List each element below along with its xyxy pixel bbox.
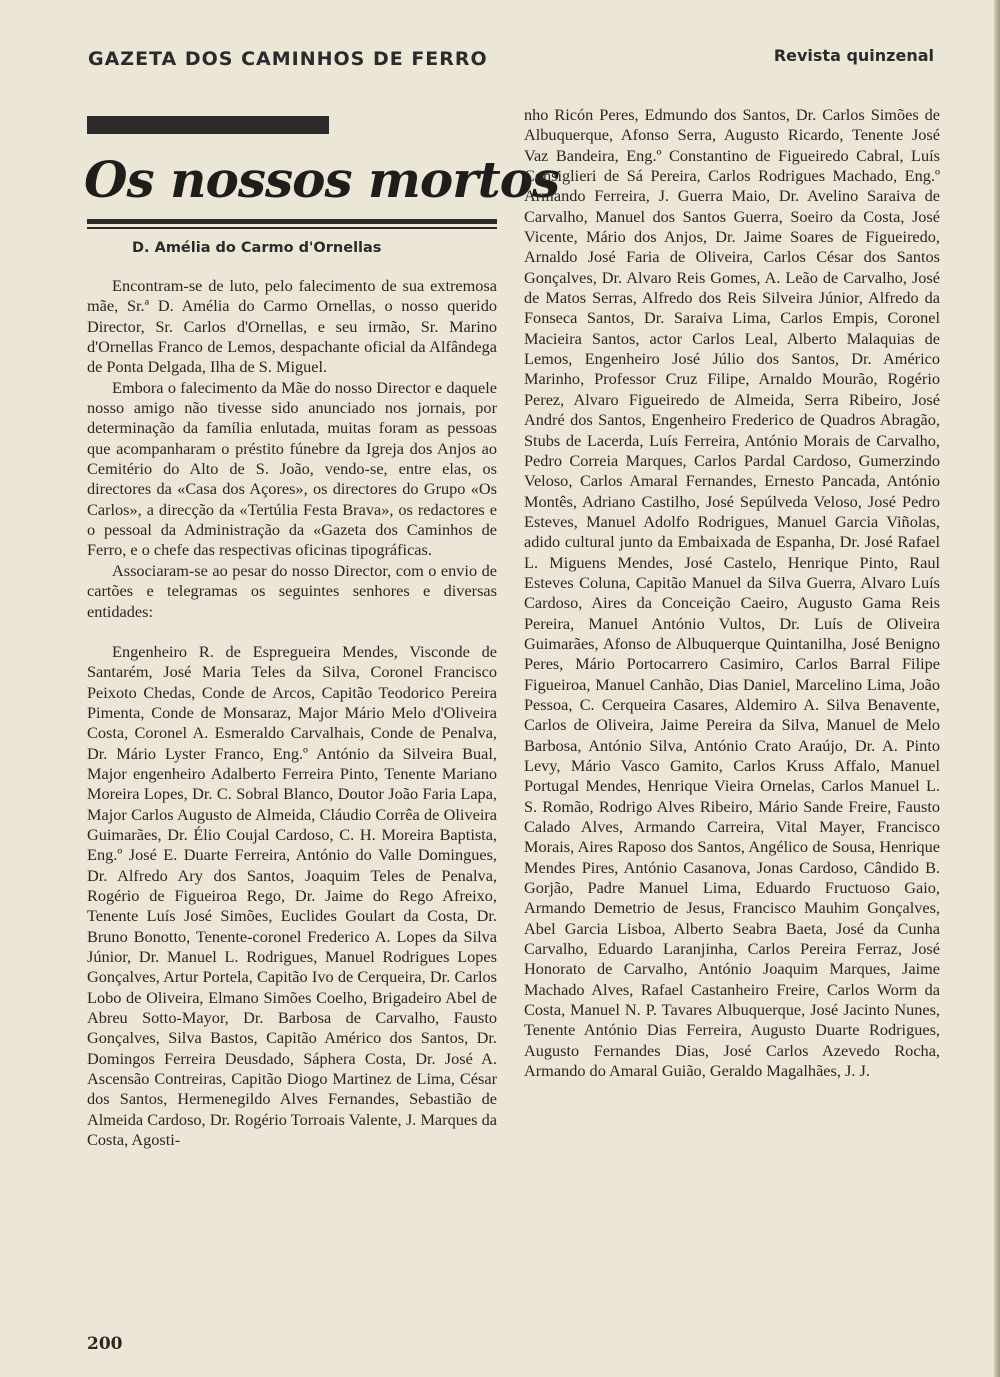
article-title: Os nossos mortos bbox=[84, 150, 560, 209]
publication-title: GAZETA DOS CAMINHOS DE FERRO bbox=[88, 48, 488, 70]
paragraph-gap bbox=[87, 622, 497, 642]
paragraph: Associaram-se ao pesar do nosso Director, com o envio de cartões e telegramas os seguintes senhores e diversas entidades: bbox=[87, 560, 497, 621]
title-rule-thin bbox=[87, 227, 497, 229]
page-number: 200 bbox=[87, 1334, 123, 1354]
title-rule-thick bbox=[87, 219, 497, 224]
page-edge bbox=[994, 0, 1000, 1377]
article-subtitle: D. Amélia do Carmo d'Ornellas bbox=[132, 240, 382, 256]
title-bar-decoration bbox=[87, 116, 329, 134]
names-list-right: nho Ricón Peres, Edmundo dos Santos, Dr. Carlos Simões de Albuquerque, Afonso Serra, Augusto Ricardo, Tenente José Vaz Bandeira, Eng.º Constantino de Figueiredo Cabral, Luís Consiglieri de Sá Pereira, Carlos Rodrigues Machado, Eng.º Armando Ferreira, J. Guerra Maio, Dr. Avelino Saraiva de Carvalho, Manuel dos Santos Guerra, Soeiro da Costa, José Vicente, Mário dos Anjos, Dr. Jaime Soares de Figueiredo, Arnaldo José Faria de Oliveira, Carlos César dos Santos Gonçalves, Dr. Alvaro Reis Gomes, A. Leão de Carvalho, José de Matos Serras, Alfredo dos Reis Silveira Júnior, Alfredo da Fonseca Santos, Dr. Saraiva Lima, Carlos Empis, Coronel Macieira Santos, actor Carlos Leal, Alberto Malaquias de Lemos, Engenheiro José Júlio dos Santos, Dr. Américo Marinho, Professor Cruz Filipe, Arnaldo Mourão, Rogério Perez, Alvaro Figueiredo de Almeida, Serra Ribeiro, José André dos Santos, Engenheiro Frederico de Quadros Abragão, Stubs de Lacerda, Luís Ferreira, António Morais de Carvalho, Pedro Correia Marques, Carlos Pardal Cardoso, Gumerzindo Veloso, Carlos Amaral Fernandes, Ernesto Pancada, António Montês, Adriano Castilho, José Sepúlveda Veloso, José Pedro Esteves, Manuel Adolfo Rodrigues, Manuel Garcia Viñolas, adido cultural junto da Embaixada de Espanha, Dr. José Rafael L. Miguens Mendes, José Castelo, Henrique Pinto, Raul Esteves Coluna, Capitão Manuel da Silva Guerra, Alvaro Luís Cardoso, Aires da Conceição Caeiro, Augusto Gama Reis Pereira, Manuel António Vultos, Dr. Luís de Oliveira Guimarães, Afonso de Albuquerque Quintanilha, José Benigno Peres, Mário Portocarrero Casimiro, Carlos Barral Filipe Figueiroa, Manuel Canhão, Dias Daniel, Marcelino Lima, João Pessoa, C. Cerqueira Casares, Aldemiro A. Silva Benavente, Carlos de Oliveira, Jaime Pereira da Silva, Manuel de Melo Barbosa, António Silva, António Crato Araújo, Dr. A. Pinto Levy, Mário Vasco Gamito, Carlos Kruss Affalo, Manuel Portugal Mendes, Henrique Vieira Ornelas, Carlos Manuel L. S. Romão, Rodrigo Alves Ribeiro, Mário Sande Freire, Fausto Calado Alves, Armando Carreira, Vital Mayer, Francisco Morais, Aires Raposo dos Santos, Angélico de Sousa, Henrique Mendes Pires, António Casanova, Jonas Cardoso, Cândido B. Gorjão, Padre Manuel Lima, Eduardo Fructuoso Gaio, Armando Demetrio de Jesus, Francisco Mauhim Gonçalves, Abel Garcia Lisboa, Alberto Seabra Baeta, José da Cunha Carvalho, Eduardo Laranjinha, Carlos Pereira Ferraz, José Honorato de Carvalho, António Joaquim Marques, Jaime Machado Alves, Rafael Castanheiro Freire, Carlos Worm da Costa, Manuel N. P. Tavares Albuquerque, José Jacinto Nunes, Tenente António Dias Ferreira, Augusto Duarte Rodrigues, Augusto Fernandes Dias, José Carlos Azevedo Rocha, Armando do Amaral Guião, Geraldo Magalhães, J. J. bbox=[524, 105, 940, 1081]
column-right bbox=[524, 105, 940, 1305]
publication-frequency: Revista quinzenal bbox=[773, 46, 934, 65]
names-list-left: Engenheiro R. de Espregueira Mendes, Visconde de Santarém, José Maria Teles da Silva, Coronel Francisco Peixoto Chedas, Conde de Arcos, Capitão Teodorico Pereira Pimenta, Conde de Monsaraz, Major Mário Melo d'Oliveira Costa, Coronel A. Esmeraldo Carvalhais, Conde de Penalva, Dr. Mário Lyster Franco, Eng.º António da Silveira Bual, Major engenheiro Adalberto Ferreira Pinto, Tenente Mariano Moreira Lopes, Dr. C. Sobral Blanco, Doutor João Faria Lapa, Major Carlos Augusto de Almeida, Cláudio Corrêa de Oliveira Guimarães, Dr. Élio Coujal Cardoso, C. H. Moreira Baptista, Eng.º José E. Duarte Ferreira, António do Valle Domingues, Dr. Alfredo Ary dos Santos, Joaquim Teles de Penalva, Rogério de Figueiroa Rego, Dr. Jaime do Rego Afreixo, Tenente Luís José Simões, Euclides Goulart da Costa, Dr. Bruno Bonotto, Tenente-coronel Frederico A. Lopes da Silva Júnior, Dr. Manuel L. Rodrigues, Manuel Rodrigues Lopes Gonçalves, Artur Portela, Capitão Ivo de Cerqueira, Dr. Carlos Lobo de Oliveira, Elmano Simões Coelho, Brigadeiro Abel de Abreu Sotto-Mayor, Dr. Barbosa de Carvalho, Fausto Gonçalves, Silva Bastos, Capitão Américo dos Santos, Dr. Domingos Ferreira Deusdado, Sáphera Costa, Dr. José A. Ascensão Contreiras, Capitão Diogo Martinez de Lima, César dos Santos, Hermenegildo Alves Fernandes, Sebastião de Almeida Cardoso, Dr. Rogério Torroais Valente, J. Marques da Costa, Agosti- bbox=[87, 641, 497, 1150]
column-left bbox=[87, 276, 497, 1296]
paragraph: Embora o falecimento da Mãe do nosso Director e daquele nosso amigo não tivesse sido anunciado nos jornais, por determinação da família enlutada, muitas foram as pessoas que acompanharam o préstito fúnebre da Igreja dos Anjos ao Cemitério do Alto de S. João, vendo-se, entre elas, os directores da «Casa dos Açores», os directores do Grupo «Os Carlos», a direcção da «Tertúlia Festa Brava», os redactores e o pessoal da Administração da «Gazeta dos Caminhos de Ferro, e o chefe das respectivas oficinas tipográficas. bbox=[87, 377, 497, 560]
paragraph: Encontram-se de luto, pelo falecimento de sua extremosa mãe, Sr.ª D. Amélia do Carmo Ornellas, o nosso querido Director, Sr. Carlos d'Ornellas, e seu irmão, Sr. Marino d'Ornellas Franco de Lemos, despachante oficial da Alfândega de Ponta Delgada, Ilha de S. Miguel. bbox=[87, 276, 497, 377]
